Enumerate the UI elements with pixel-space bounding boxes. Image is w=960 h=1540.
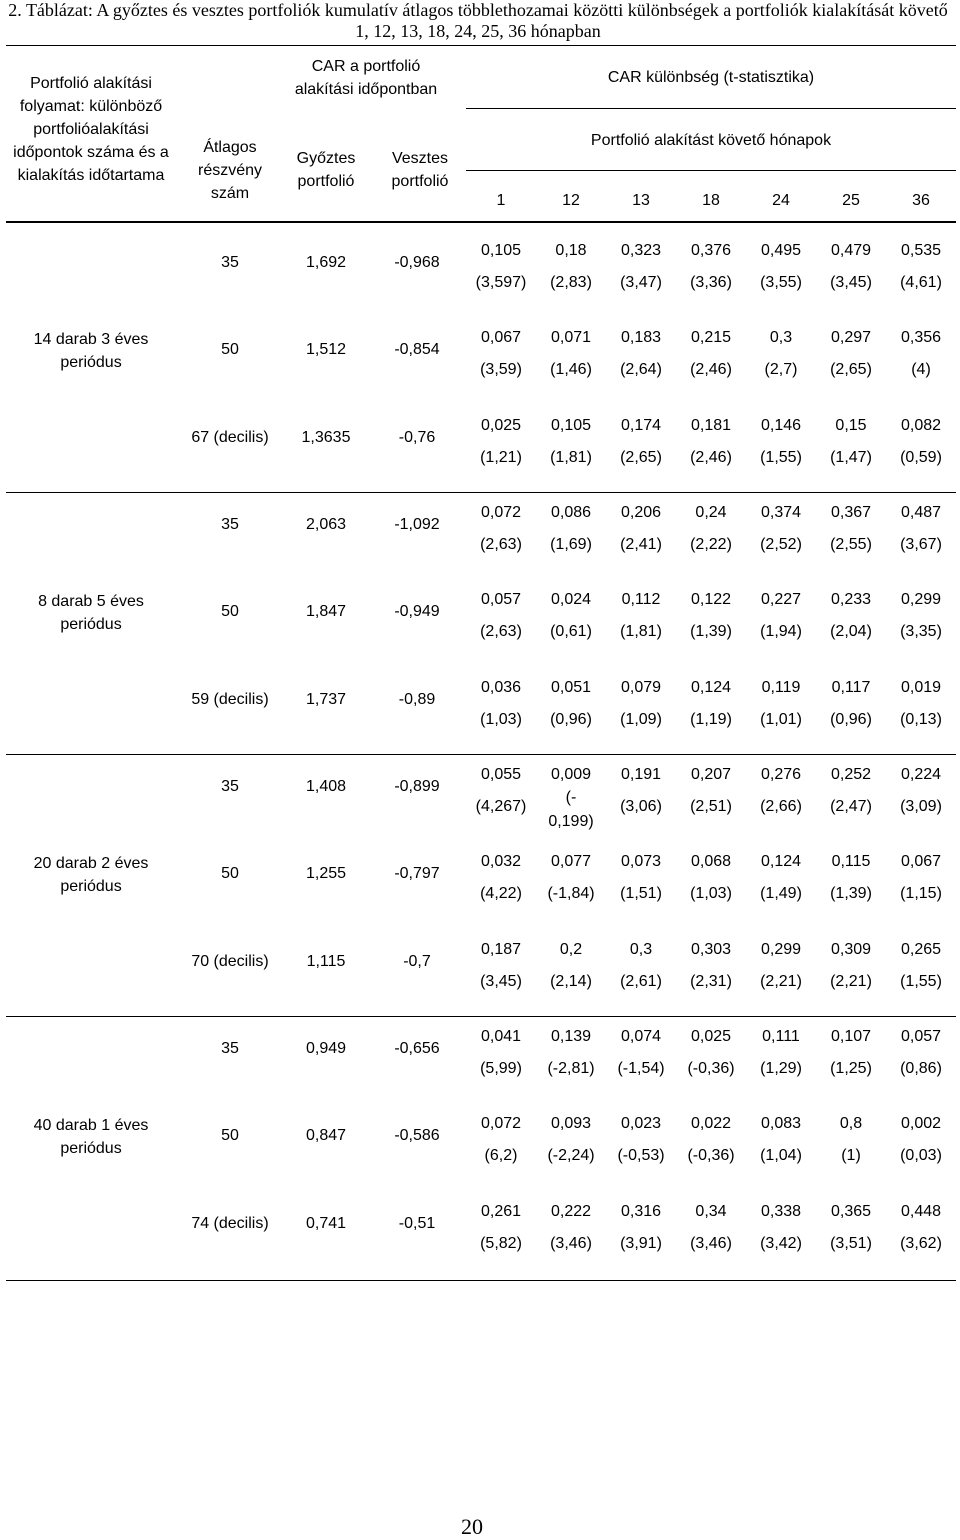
tstat-cell: (3,36) [690, 274, 732, 291]
tstat-cell: (2,63) [480, 623, 522, 641]
car-value-cell: 0,479 [830, 242, 872, 259]
tstat-cell: (3,45) [480, 972, 522, 990]
tstat-cell: (1,46) [550, 361, 592, 379]
car-value-cell: 0,376 [690, 242, 732, 259]
tstat-cell: (3,91) [620, 1234, 662, 1252]
tstat-cell: (2,46) [690, 361, 732, 379]
tstat-cell: (1,94) [760, 623, 802, 641]
car-value-cell: 0,191 [620, 766, 662, 783]
car-value-cell: 0,265 [900, 940, 942, 958]
winner-cell: 1,3635 [301, 428, 351, 446]
tstat-cell: (0,96) [830, 710, 872, 728]
car-value-cell: 0,086 [550, 504, 592, 521]
tstat-cell: (0,96) [550, 710, 592, 728]
car-value-cell: 0,083 [760, 1115, 802, 1133]
tstat-cell: (3,59) [480, 361, 522, 379]
tstat-cell: (3,67) [900, 536, 942, 553]
loser-cell: -0,76 [398, 428, 436, 446]
group-separator [6, 492, 956, 493]
car-value-cell: 0,093 [550, 1115, 592, 1133]
tstat-cell: (3,06) [620, 798, 662, 815]
car-value-cell: 0,072 [480, 1115, 522, 1133]
car-value-cell: 0,8 [839, 1115, 863, 1133]
car-value-cell: 0,105 [480, 242, 522, 259]
avg-shares-cell: 50 [221, 341, 239, 359]
tstat-cell: (-1,54) [617, 1060, 665, 1077]
tstat-cell: (1,81) [620, 623, 662, 641]
tstat-cell: (1,55) [900, 972, 942, 990]
car-value-cell: 0,206 [620, 504, 662, 521]
loser-cell: -1,092 [394, 516, 440, 533]
car-value-cell: 0,495 [760, 242, 802, 259]
tstat-cell: (2,83) [550, 274, 592, 291]
tstat-cell: (2,21) [830, 972, 872, 990]
car-value-cell: 0,356 [900, 329, 942, 347]
group-label: 14 darab 3 éves periódus [33, 331, 149, 371]
tstat-cell: (1,51) [620, 885, 662, 903]
table-bottom-rule [6, 1280, 956, 1281]
car-value-cell: 0,18 [555, 242, 587, 259]
avg-shares-cell: 35 [221, 254, 239, 271]
winner-cell: 1,847 [305, 603, 347, 621]
loser-cell: -0,7 [403, 952, 431, 970]
tstat-cell: (-1,84) [547, 885, 595, 903]
car-value-cell: 0,261 [480, 1202, 522, 1220]
avg-shares-cell: 74 (decilis) [191, 1214, 269, 1232]
header-loser: Vesztes portfolió [391, 150, 449, 190]
car-value-cell: 0,002 [900, 1115, 942, 1133]
car-value-cell: 0,025 [480, 416, 522, 434]
car-value-cell: 0,338 [760, 1202, 802, 1220]
car-value-cell: 0,448 [900, 1202, 942, 1220]
car-value-cell: 0,022 [690, 1115, 732, 1133]
car-value-cell: 0,181 [690, 416, 732, 434]
avg-shares-cell: 35 [221, 778, 239, 795]
tstat-cell: (2,04) [830, 623, 872, 641]
table-top-rule [6, 45, 956, 46]
tstat-cell: (0,13) [900, 710, 942, 728]
winner-cell: 1,692 [305, 254, 347, 271]
car-value-cell: 0,222 [550, 1202, 592, 1220]
car-value-cell: 0,025 [690, 1028, 732, 1045]
tstat-cell: (0,59) [900, 448, 942, 466]
car-value-cell: 0,072 [480, 504, 522, 521]
car-value-cell: 0,124 [690, 678, 732, 696]
group-label: 8 darab 5 éves periódus [38, 593, 144, 633]
winner-cell: 1,512 [305, 341, 347, 359]
tstat-cell: (3,35) [900, 623, 942, 641]
car-value-cell: 0,224 [900, 766, 942, 783]
winner-cell: 1,255 [305, 865, 347, 883]
tstat-cell: (1,55) [760, 448, 802, 466]
car-value-cell: 0,107 [830, 1028, 872, 1045]
car-value-cell: 0,174 [620, 416, 662, 434]
group-separator [6, 1016, 956, 1017]
tstat-cell: (3,62) [900, 1234, 942, 1252]
tstat-cell: (3,09) [900, 798, 942, 815]
tstat-cell: (2,51) [690, 798, 732, 815]
tstat-cell: (1,49) [760, 885, 802, 903]
car-value-cell: 0,073 [620, 853, 662, 871]
loser-cell: -0,51 [398, 1214, 436, 1232]
tstat-cell: (2,47) [830, 798, 872, 815]
tstat-cell: (3,46) [690, 1234, 732, 1252]
car-value-cell: 0,299 [900, 591, 942, 609]
car-value-cell: 0,112 [621, 591, 661, 609]
car-value-cell: 0,215 [690, 329, 732, 347]
tstat-cell: (2,61) [620, 972, 662, 990]
tstat-cell: (-2,24) [547, 1147, 595, 1165]
tstat-cell: (2,66) [760, 798, 802, 815]
car-value-cell: 0,082 [900, 416, 942, 434]
header-winner: Győztes portfolió [296, 150, 356, 190]
car-value-cell: 0,079 [620, 678, 662, 696]
tstat-cell: (2,46) [690, 448, 732, 466]
winner-cell: 1,408 [305, 778, 347, 795]
car-value-cell: 0,117 [831, 678, 871, 696]
tstat-cell: (6,2) [484, 1147, 518, 1165]
winner-cell: 0,741 [305, 1214, 347, 1232]
tstat-cell: (2,64) [620, 361, 662, 379]
car-value-cell: 0,057 [480, 591, 522, 609]
winner-cell: 0,949 [305, 1040, 347, 1057]
tstat-cell: (2,7) [764, 361, 798, 379]
month-header: 1 [496, 192, 506, 209]
car-value-cell: 0,055 [480, 766, 522, 783]
loser-cell: -0,968 [394, 254, 440, 271]
car-value-cell: 0,074 [620, 1028, 662, 1045]
month-header: 24 [772, 192, 790, 209]
car-diff-rule [466, 108, 956, 109]
winner-cell: 1,115 [306, 952, 346, 970]
tstat-cell: (1,03) [480, 710, 522, 728]
car-value-cell: 0,2 [559, 940, 583, 958]
month-header: 25 [842, 192, 860, 209]
car-value-cell: 0,041 [480, 1028, 522, 1045]
winner-cell: 2,063 [305, 516, 347, 533]
tstat-cell: (5,82) [480, 1234, 522, 1252]
tstat-cell: (3,597) [475, 274, 527, 291]
car-value-cell: 0,252 [830, 766, 872, 783]
car-value-cell: 0,019 [900, 678, 942, 696]
tstat-cell: (-0,36) [687, 1147, 735, 1165]
avg-shares-cell: 50 [221, 603, 239, 621]
car-value-cell: 0,299 [760, 940, 802, 958]
month-header: 13 [632, 192, 650, 209]
car-value-cell: 0,051 [550, 678, 592, 696]
car-value-cell: 0,119 [761, 678, 801, 696]
winner-cell: 0,847 [305, 1127, 347, 1145]
tstat-cell: (1,03) [690, 885, 732, 903]
car-value-cell: 0,367 [830, 504, 872, 521]
loser-cell: -0,656 [394, 1040, 440, 1057]
car-value-cell: 0,276 [760, 766, 802, 783]
car-value-cell: 0,067 [480, 329, 522, 347]
car-value-cell: 0,009 [550, 766, 592, 783]
car-value-cell: 0,105 [550, 416, 592, 434]
tstat-cell: (1,21) [480, 448, 522, 466]
tstat-cell: (-0,53) [617, 1147, 665, 1165]
car-value-cell: 0,183 [620, 329, 662, 347]
tstat-cell: (2,41) [620, 536, 662, 553]
car-value-cell: 0,077 [550, 853, 592, 871]
header-bottom-rule [6, 221, 956, 223]
avg-shares-cell: 50 [221, 865, 239, 883]
months-rule [466, 170, 956, 171]
car-value-cell: 0,3 [769, 329, 793, 347]
tstat-cell: (1,81) [550, 448, 592, 466]
tstat-cell: (1,15) [900, 885, 942, 903]
tstat-cell: (1,09) [620, 710, 662, 728]
tstat-cell: (2,65) [620, 448, 662, 466]
car-value-cell: 0,535 [900, 242, 942, 259]
car-value-cell: 0,124 [760, 853, 802, 871]
page-number: 20 [461, 1514, 483, 1539]
tstat-cell: (0,86) [900, 1060, 942, 1077]
winner-cell: 1,737 [305, 690, 347, 708]
tstat-cell: (2,52) [760, 536, 802, 553]
car-value-cell: 0,309 [830, 940, 872, 958]
tstat-cell: (3,55) [760, 274, 802, 291]
tstat-cell: (3,51) [830, 1234, 872, 1252]
car-value-cell: 0,187 [480, 940, 522, 958]
car-value-cell: 0,487 [900, 504, 942, 521]
month-header: 12 [562, 192, 580, 209]
avg-shares-cell: 67 (decilis) [191, 428, 269, 446]
car-value-cell: 0,067 [900, 853, 942, 871]
loser-cell: -0,797 [394, 865, 440, 883]
tstat-cell: (-0,36) [687, 1060, 735, 1077]
car-value-cell: 0,303 [690, 940, 732, 958]
tstat-cell: (2,31) [690, 972, 732, 990]
tstat-cell: (0,61) [550, 623, 592, 641]
loser-cell: -0,949 [394, 603, 440, 621]
car-value-cell: 0,146 [760, 416, 802, 434]
car-value-cell: 0,207 [690, 766, 732, 783]
loser-cell: -0,586 [394, 1127, 440, 1145]
tstat-cell: (0,03) [900, 1147, 942, 1165]
car-value-cell: 0,34 [695, 1202, 727, 1220]
tstat-cell: (1,29) [760, 1060, 802, 1077]
car-value-cell: 0,323 [620, 242, 662, 259]
avg-shares-cell: 35 [221, 1040, 239, 1057]
car-value-cell: 0,227 [760, 591, 802, 609]
tstat-cell: (4,61) [900, 274, 942, 291]
loser-cell: -0,899 [394, 778, 440, 795]
car-value-cell: 0,374 [760, 504, 802, 521]
tstat-cell: (1,39) [690, 623, 732, 641]
tstat-cell: (4,267) [475, 798, 527, 815]
month-header: 18 [702, 192, 720, 209]
car-value-cell: 0,071 [550, 329, 592, 347]
header-car-diff: CAR különbség (t-statisztika) [607, 69, 815, 86]
tstat-cell: (-2,81) [547, 1060, 595, 1077]
car-value-cell: 0,111 [762, 1028, 800, 1045]
tstat-cell: (1,01) [760, 710, 802, 728]
tstat-cell: (1,04) [760, 1147, 802, 1165]
tstat-cell: (3,46) [550, 1234, 592, 1252]
table-caption: 2. Táblázat: A győztes és vesztes portfoliók kumulatív átlagos többlethozamai közötti különbségek a portfoliók kialakítását követő 1, 12, 13, 18, 24, 25, 36 hónapban [8, 0, 948, 41]
tstat-cell: (2,65) [830, 361, 872, 379]
loser-cell: -0,854 [394, 341, 440, 359]
tstat-cell: (3,47) [620, 274, 662, 291]
tstat-cell: (1,69) [550, 536, 592, 553]
tstat-cell: (3,42) [760, 1234, 802, 1252]
tstat-cell: (2,55) [830, 536, 872, 553]
tstat-cell: (2,21) [760, 972, 802, 990]
tstat-cell: (1,25) [830, 1060, 872, 1077]
car-value-cell: 0,068 [690, 853, 732, 871]
car-value-cell: 0,316 [620, 1202, 662, 1220]
tstat-cell: (5,99) [480, 1060, 522, 1077]
car-value-cell: 0,024 [550, 591, 592, 609]
car-value-cell: 0,122 [690, 591, 732, 609]
car-value-cell: 0,115 [831, 853, 871, 871]
car-value-cell: 0,24 [695, 504, 727, 521]
car-value-cell: 0,036 [480, 678, 522, 696]
tstat-cell: (2,22) [690, 536, 732, 553]
header-car-at-formation: CAR a portfolió alakítási időpontban [294, 58, 438, 98]
tstat-cell: (4) [911, 361, 931, 379]
avg-shares-cell: 50 [221, 1127, 239, 1145]
car-value-cell: 0,365 [830, 1202, 872, 1220]
header-months-after: Portfolió alakítást követő hónapok [590, 132, 832, 149]
tstat-cell: (1,39) [830, 885, 872, 903]
group-label: 20 darab 2 éves periódus [33, 855, 149, 895]
tstat-cell: (1,19) [690, 710, 732, 728]
header-avg-shares: Átlagos részvény szám [197, 139, 263, 202]
tstat-cell: (4,22) [480, 885, 522, 903]
tstat-cell: (2,14) [550, 972, 592, 990]
avg-shares-cell: 70 (decilis) [191, 952, 269, 970]
car-value-cell: 0,032 [480, 853, 522, 871]
group-separator [6, 754, 956, 755]
car-value-cell: 0,297 [830, 329, 872, 347]
car-value-cell: 0,057 [900, 1028, 942, 1045]
car-value-cell: 0,139 [550, 1028, 592, 1045]
car-value-cell: 0,233 [830, 591, 872, 609]
car-value-cell: 0,15 [835, 416, 867, 434]
tstat-cell: (- 0,199) [548, 789, 594, 830]
group-label: 40 darab 1 éves periódus [33, 1117, 149, 1157]
loser-cell: -0,89 [398, 690, 436, 708]
avg-shares-cell: 35 [221, 516, 239, 533]
tstat-cell: (1) [841, 1147, 861, 1165]
car-value-cell: 0,023 [620, 1115, 662, 1133]
avg-shares-cell: 59 (decilis) [191, 690, 269, 708]
month-header: 36 [912, 192, 930, 209]
header-process: Portfolió alakítási folyamat: különböző portfolióalakítási időpontok száma és a kialakítás időtartama [13, 75, 169, 184]
car-value-cell: 0,3 [629, 940, 653, 958]
tstat-cell: (3,45) [830, 274, 872, 291]
tstat-cell: (2,63) [480, 536, 522, 553]
tstat-cell: (1,47) [830, 448, 872, 466]
